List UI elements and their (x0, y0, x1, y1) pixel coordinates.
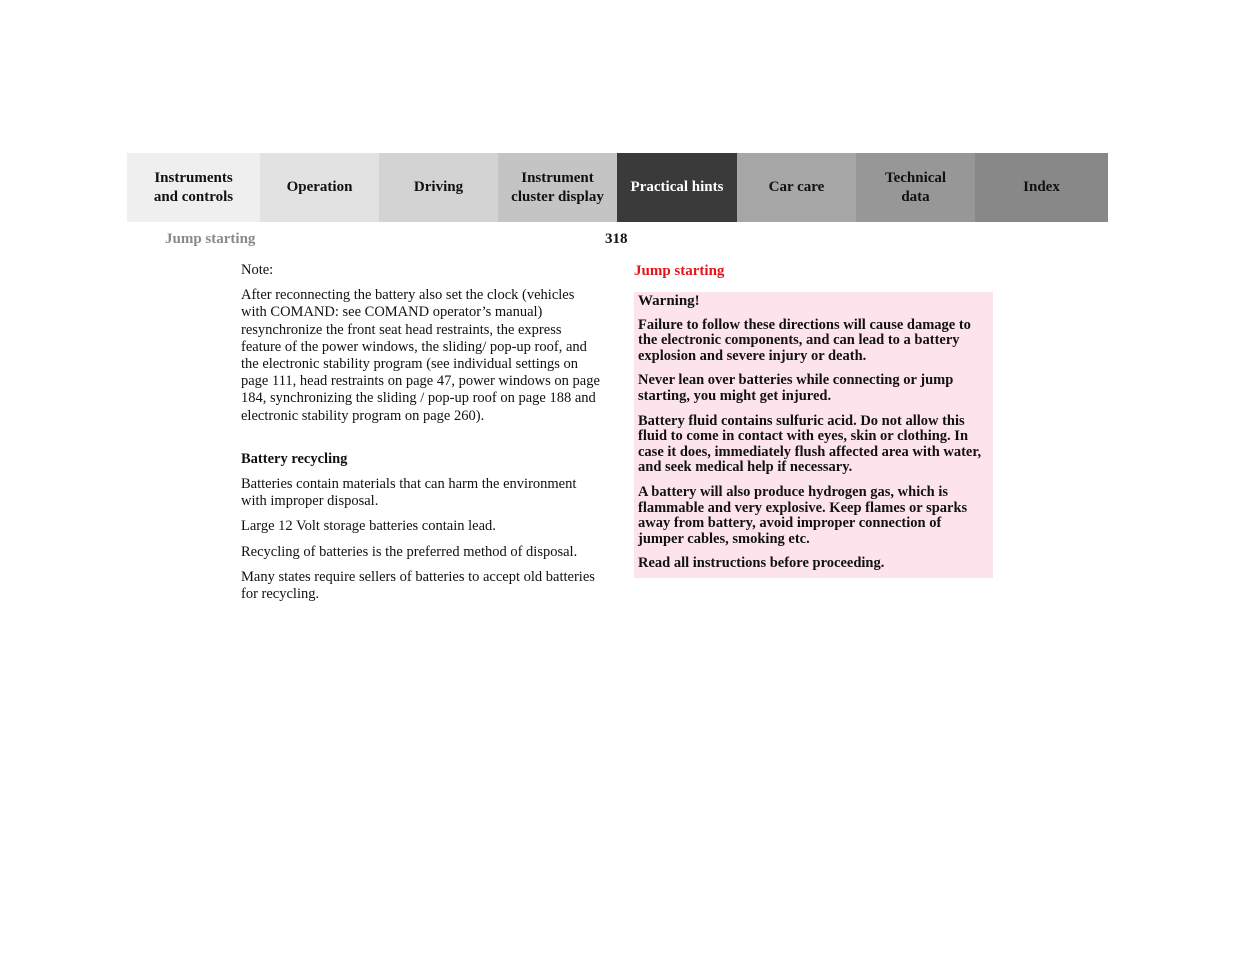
note-label: Note: (241, 262, 274, 278)
battery-recycling-heading: Battery recycling (241, 450, 348, 467)
recycling-paragraph: Many states require sellers of batteries to accept old batteries for recycling. (241, 568, 595, 603)
right-column (634, 262, 993, 578)
tab-driving[interactable]: Driving (379, 153, 498, 222)
tab-index[interactable]: Index (975, 153, 1108, 222)
warning-box (634, 292, 993, 578)
recycling-paragraph: Batteries contain materials that can harm the environment with improper disposal. (241, 476, 577, 510)
jump-starting-heading: Jump starting (634, 263, 725, 279)
warning-paragraph: Never lean over batteries while connecting or jump starting, you might get injured. (638, 372, 954, 404)
note-text: After reconnecting the battery also set the clock (vehicles with COMAND: see COMAND operator’s manual) resynchronize the front seat head restraints, the express feature of the power windows, the sliding/ pop-up roof, and the electronic stability program (see individual settings on page 111, head restraints on page 47, power windows on page 184, synchronizing the sliding / pop-up roof on page 188 and electronic stability program on page 260). (241, 287, 600, 424)
chapter-navigation-bar (127, 153, 1108, 222)
tab-instrument-cluster-display[interactable]: Instrument cluster display (498, 153, 617, 222)
warning-paragraph: Battery fluid contains sulfuric acid. Do not allow this fluid to come in contact with eyes, skin or clothing. In case it does, immediately flush affected area with water, and seek medical help if necessary. (638, 412, 982, 476)
warning-title: Warning! (638, 293, 700, 309)
tab-instruments-and-controls[interactable]: Instruments and controls (127, 153, 260, 222)
tab-practical-hints[interactable]: Practical hints (617, 153, 737, 222)
warning-paragraph: Failure to follow these directions will cause damage to the electronic components, and can lead to a battery explosion and severe injury or death. (638, 316, 971, 364)
tab-technical-data[interactable]: Technical data (856, 153, 975, 222)
left-column (241, 262, 601, 611)
recycling-paragraph: Large 12 Volt storage batteries contain lead. (241, 518, 496, 535)
recycling-paragraph: Recycling of batteries is the preferred method of disposal. (241, 543, 578, 560)
tab-car-care[interactable]: Car care (737, 153, 856, 222)
section-title: Jump starting (165, 231, 256, 247)
tab-operation[interactable]: Operation (260, 153, 379, 222)
warning-paragraph: Read all instructions before proceeding. (638, 555, 885, 572)
warning-paragraph: A battery will also produce hydrogen gas, which is flammable and very explosive. Keep flames or sparks away from battery, avoid improper connection of jumper cables, smoking etc. (638, 483, 968, 547)
page-number: 318 (605, 231, 628, 247)
